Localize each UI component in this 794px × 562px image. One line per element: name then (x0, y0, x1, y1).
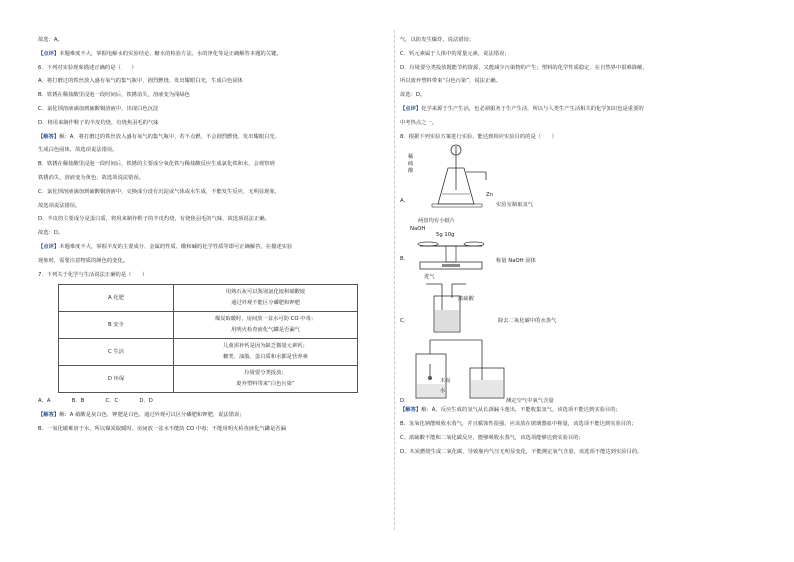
option-statement: 垃圾要分类投放； (244, 370, 287, 377)
text-line (400, 404, 756, 418)
section-tag: 【点评】 (400, 105, 422, 112)
option-key: A 化肥 (59, 285, 174, 312)
line-text: C．氯化钡溶液滴加到硫酸铜溶液中，出现白色沉淀 (38, 105, 159, 112)
figure-c-label: C． (400, 318, 409, 325)
line-text: 解：A、反应生成的氢气从长颈漏斗逸出，不能收集氢气，该选项不能达到实验目的； (421, 407, 621, 414)
text-line (38, 34, 394, 48)
line-text: D、木炭燃烧生成二氧化碳，导致瓶内气压无明显变化，不能测定氧气含量，该选项不能达到实验目的。 (400, 448, 643, 455)
text-line (400, 48, 756, 62)
figure-c-in-label: 进气 (424, 274, 435, 281)
table-row (59, 366, 358, 393)
figure-b-weights-label: 5g 10g (436, 232, 455, 239)
figure-b-naoh-label: NaOH (410, 226, 426, 233)
line-text: 故选：A。 (38, 37, 63, 43)
text-line (38, 255, 394, 269)
section-tag: 【点评】 (38, 50, 60, 57)
figure-a-zn-label: Zn (486, 192, 493, 199)
line-text: 本题难度不大，掌握电解水的实验结论、糖水的检验方法、水的净化等是正确解答本题的关键。 (59, 50, 282, 57)
line-text: B、氢氧化钠能吸收水蒸气，并且腐蚀性很强，应该放在玻璃器皿中称量，该选项不能达到实验目的； (400, 421, 637, 428)
text-line (400, 103, 756, 117)
option-statement: 煤炭取暖时，房间放一盆水可防 CO 中毒； (214, 316, 317, 323)
line-text: A．A B．B C．C D．D (38, 398, 153, 405)
figure-b-label: B． (400, 256, 409, 263)
left-column (38, 34, 394, 437)
line-text: 解：A．将打磨过的铁丝放入盛有氧气的集气瓶中，若不点燃，不会剧烈燃烧、发出耀眼白光、 (59, 133, 281, 140)
figure-a-caption: 实验室制取氢气 (496, 202, 534, 209)
text-line (38, 423, 394, 437)
section-tag: 【解答】 (38, 133, 60, 140)
text-line (38, 48, 394, 62)
text-line (38, 89, 394, 103)
line-text: C．钙元素属于人体中的常量元素，说法错误； (400, 50, 510, 57)
table-row (59, 339, 358, 366)
line-text: 6．下列对实验现象描述正确的是（ ） (38, 64, 137, 71)
option-statement: 废弃塑料带来“白色污染” (236, 381, 295, 388)
option-key: C 生活 (59, 339, 174, 366)
option-statements (174, 339, 358, 366)
text-line (38, 172, 394, 186)
line-text: B．铁锈在稀盐酸里浸泡一段时间后，铁锈消失，溶液变为浅绿色 (38, 92, 190, 99)
line-text: B．一氧化碳难溶于水，所以煤炭取暖时，房间放一盆水不能防 CO 中毒；不能用明火检查液化气罐是否漏 (38, 425, 286, 432)
line-text: 故选项说法错误。 (38, 202, 81, 209)
text-line (400, 446, 756, 460)
line-text: D．垃圾要分类投放既能节约资源，又能减少污染物的产生；塑料的化学性质稳定，在自然界中很难降解， (400, 64, 648, 71)
text-line (38, 144, 394, 158)
text-line (38, 103, 394, 117)
line-text: 化学来源于生产生活，也必须服务于生产生活，所以与人类生产生活相关的化学知识也是重要的 (421, 105, 644, 112)
text-line (38, 241, 394, 255)
figure-b (400, 216, 756, 272)
line-text: 故选：D。 (400, 92, 426, 99)
line-text: D．将用来制作鞋子的羊皮灼烧，有烧焦羽毛的气味 (38, 119, 159, 126)
line-text: C．氯化钡溶液滴加到硫酸铜溶液中，交换成分没有沉淀或气体或水生成，不能发生反应，无明显现象， (38, 188, 281, 195)
line-text: 生成白色固体，故选项说法错误。 (38, 147, 118, 154)
line-text: C、浓硫酸不能和二氧化碳反应，能够吸收水蒸气，该选项能够达到实验目的； (400, 434, 584, 441)
text-line (400, 418, 756, 432)
text-line (38, 75, 394, 89)
option-statements (174, 285, 358, 312)
option-key: B 安全 (59, 312, 174, 339)
option-statement: 儿童需补钙是因为缺乏微量元素钙； (223, 343, 308, 350)
section-tag: 【解答】 (38, 412, 60, 419)
figure-d-water-label: 水 (440, 388, 446, 395)
text-line (400, 131, 756, 145)
option-statement: 糖类、油脂、蛋白质和水都是营养素 (223, 354, 308, 361)
options-table (58, 284, 358, 393)
text-line (38, 269, 394, 283)
line-text: 气，以防发生爆炸，说法错误； (400, 37, 475, 43)
option-statement: 用明火检查液化气罐是否漏气 (231, 327, 300, 334)
line-text: 现象时，需要注意物质的颜色的变化。 (38, 257, 129, 264)
text-line (38, 409, 394, 423)
option-statement: 通过外观不能区分磷肥和钾肥 (231, 300, 300, 307)
option-statement: 用熟石灰可以鉴别氯化铵和硝酸铵 (225, 289, 306, 296)
text-line (400, 75, 756, 89)
table-row (59, 285, 358, 312)
figure-d-caption: 测定空气中氧气含量 (506, 398, 554, 405)
option-key: D 环保 (59, 366, 174, 393)
text-line (400, 117, 756, 131)
right-column (400, 34, 756, 460)
line-text: 8．根据下列实验方案进行实验，能达到相应实验目的的是（ ） (400, 133, 557, 140)
text-line (400, 62, 756, 76)
text-line (38, 117, 394, 131)
text-line (38, 227, 394, 241)
table-row (59, 312, 358, 339)
text-line (38, 62, 394, 76)
line-text: 所以废弃塑料带来“白色污染”，说法正确。 (400, 78, 501, 85)
figure-d-charcoal-label: 木炭 (440, 378, 451, 385)
section-tag: 【解答】 (400, 407, 422, 414)
text-line (38, 395, 394, 409)
figure-b-caption: 称量 NaOH 固体 (496, 258, 536, 265)
figure-a (400, 144, 756, 216)
line-text: 中考热点之一。 (400, 119, 438, 126)
line-text: A．将打磨过的铁丝放入盛有氧气的集气瓶中，剧烈燃烧、发出耀眼白光，生成白色固体 (38, 78, 243, 85)
text-line (38, 158, 394, 172)
line-text: D．羊皮的主要成分是蛋白质，将用来制作鞋子的羊皮灼烧，有烧焦羽毛的气味，故选项说法正确。 (38, 216, 270, 223)
line-text: B．铁锈在稀盐酸里浸泡一段时间后，铁锈的主要成分氧化铁与稀盐酸反应生成氯化铁和水，会观察到 (38, 161, 275, 168)
line-text: 铁锈消失，溶液变为黄色，故选项说法错误。 (38, 174, 144, 181)
balance-scale-icon (412, 232, 502, 272)
text-line (400, 432, 756, 446)
figure-c-caption: 除去二氧化碳中的水蒸气 (498, 318, 557, 325)
text-line (400, 89, 756, 103)
text-line (38, 131, 394, 145)
option-statements (174, 366, 358, 393)
line-text: 本题难度不大，掌握羊皮的主要成分、金属的性质、酸和碱的化学性质等即可正确解答，在描述实验 (59, 243, 293, 250)
figure-a-label: A． (400, 198, 409, 205)
figure-d-label: D． (400, 398, 410, 405)
option-statements (174, 312, 358, 339)
line-text: 7．下列关于化学与生活说法正确的是（ ） (38, 271, 148, 278)
text-line (400, 34, 756, 48)
gas-washing-bottle-icon (418, 276, 498, 336)
figure-a-side-label: 稀硫酸 (408, 154, 414, 175)
figure-c (400, 272, 756, 334)
column-divider (394, 30, 395, 530)
figure-c-acid-label: 浓硫酸 (458, 296, 474, 303)
text-line (38, 200, 394, 214)
text-line (38, 186, 394, 200)
line-text: 解：A 硝酸是灰白色，钾肥是白色，通过外观可以区分磷肥和钾肥，说法错误； (59, 412, 245, 419)
line-text: 故选：D。 (38, 230, 64, 237)
figure-b-top-label: 两盘均有小纸片 (418, 218, 456, 225)
section-tag: 【点评】 (38, 243, 60, 250)
figure-d (400, 334, 756, 404)
text-line (38, 213, 394, 227)
